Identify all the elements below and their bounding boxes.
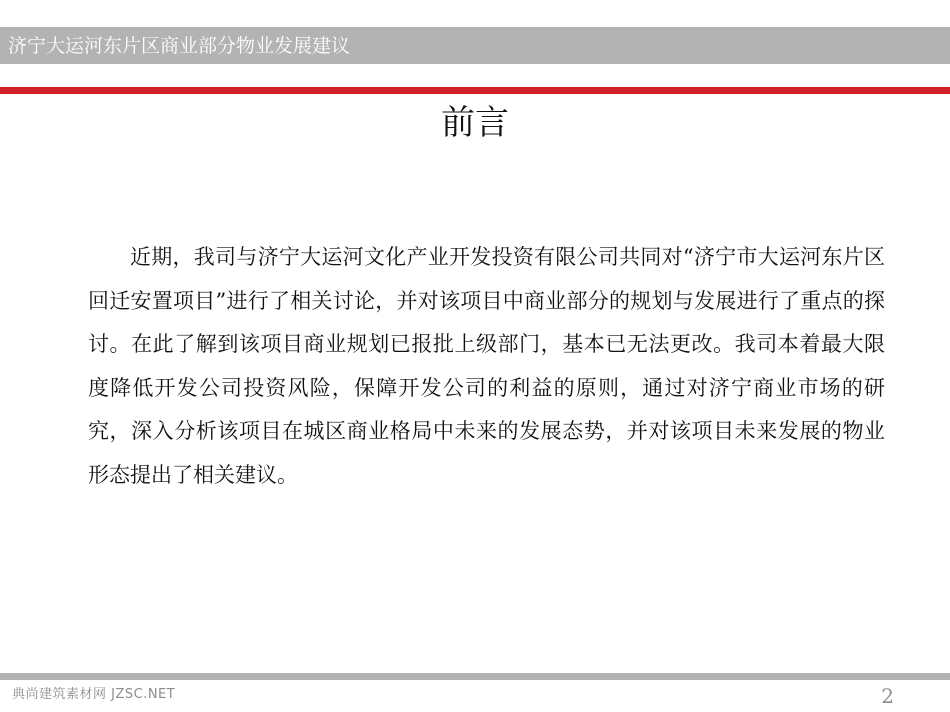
page-title: 前言 — [441, 103, 509, 143]
header-bar — [0, 27, 950, 64]
footer-watermark: 典尚建筑素材网 JZSC.NET — [12, 687, 176, 702]
body-paragraph: 近期，我司与济宁大运河文化产业开发投资有限公司共同对“济宁市大运河东片区回迁安置项目”进行了相关讨论，并对该项目中商业部分的规划与发展进行了重点的探讨。在此了解到该项目商业规划已报批上级部门，基本已无法更改。我司本着最大限度降低开发公司投资风险，保障开发公司的利益的原则，通过对济宁商业市场的研究，深入分析该项目在城区商业格局中未来的发展态势，并对该项目未来发展的物业形态提出了相关建议。 — [88, 245, 885, 487]
accent-divider — [0, 87, 950, 94]
footer-bar — [0, 673, 950, 680]
header-title: 济宁大运河东片区商业部分物业发展建议 — [8, 35, 351, 57]
page-number: 2 — [881, 684, 894, 708]
